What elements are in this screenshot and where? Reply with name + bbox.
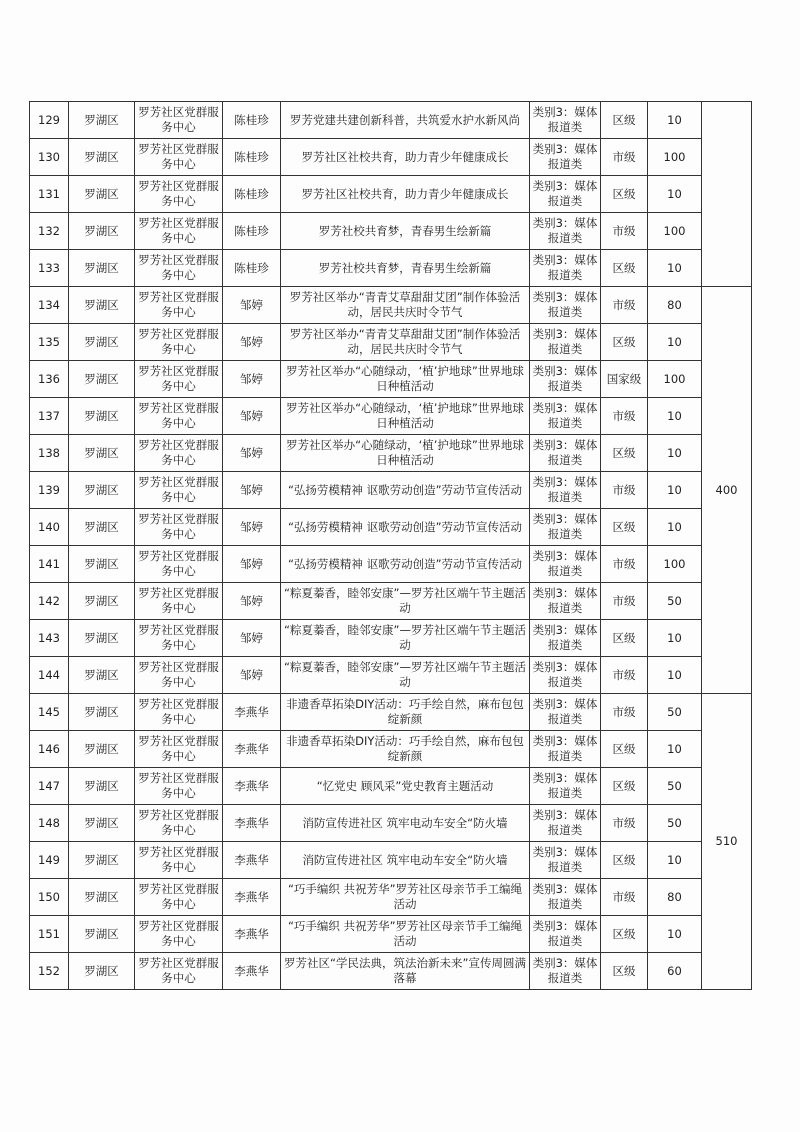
score-cell: 10 — [648, 842, 702, 879]
level-cell: 区级 — [601, 324, 648, 361]
person-cell: 陈桂珍 — [223, 176, 281, 213]
organization-cell: 罗芳社区党群服务中心 — [135, 250, 223, 287]
category-cell: 类别3：媒体报道类 — [530, 509, 601, 546]
district-cell: 罗湖区 — [69, 250, 135, 287]
score-cell: 80 — [648, 879, 702, 916]
table-row — [30, 583, 752, 620]
level-cell: 区级 — [601, 842, 648, 879]
organization-cell: 罗芳社区党群服务中心 — [135, 879, 223, 916]
category-cell: 类别3：媒体报道类 — [530, 139, 601, 176]
category-cell: 类别3：媒体报道类 — [530, 583, 601, 620]
activity-title-cell: 罗芳社区社校共育，助力青少年健康成长 — [281, 139, 530, 176]
person-cell: 邹婷 — [223, 435, 281, 472]
row-number: 136 — [30, 361, 69, 398]
category-cell: 类别3：媒体报道类 — [530, 805, 601, 842]
activity-title-cell: 罗芳社区“学民法典，筑法治新未来”宣传周圆满落幕 — [281, 953, 530, 990]
category-cell: 类别3：媒体报道类 — [530, 620, 601, 657]
activity-title-cell: “粽夏蓁香，睦邻安康”—罗芳社区端午节主题活动 — [281, 620, 530, 657]
score-cell: 50 — [648, 694, 702, 731]
row-number: 132 — [30, 213, 69, 250]
row-number: 146 — [30, 731, 69, 768]
category-cell: 类别3：媒体报道类 — [530, 176, 601, 213]
person-cell: 李燕华 — [223, 731, 281, 768]
person-cell: 邹婷 — [223, 583, 281, 620]
organization-cell: 罗芳社区党群服务中心 — [135, 472, 223, 509]
district-cell: 罗湖区 — [69, 805, 135, 842]
activity-title-cell: 罗芳党建共建创新科普，共筑爱水护水新风尚 — [281, 102, 530, 139]
person-cell: 邹婷 — [223, 361, 281, 398]
category-cell: 类别3：媒体报道类 — [530, 694, 601, 731]
table-row — [30, 657, 752, 694]
level-cell: 市级 — [601, 398, 648, 435]
score-cell: 10 — [648, 620, 702, 657]
score-cell: 10 — [648, 324, 702, 361]
activity-title-cell: “弘扬劳模精神 讴歌劳动创造”劳动节宣传活动 — [281, 509, 530, 546]
row-number: 137 — [30, 398, 69, 435]
row-number: 152 — [30, 953, 69, 990]
score-cell: 10 — [648, 472, 702, 509]
category-cell: 类别3：媒体报道类 — [530, 879, 601, 916]
table-row — [30, 250, 752, 287]
person-cell: 李燕华 — [223, 842, 281, 879]
person-cell: 陈桂珍 — [223, 102, 281, 139]
category-cell: 类别3：媒体报道类 — [530, 768, 601, 805]
level-cell: 市级 — [601, 583, 648, 620]
category-cell: 类别3：媒体报道类 — [530, 324, 601, 361]
level-cell: 市级 — [601, 546, 648, 583]
score-cell: 10 — [648, 398, 702, 435]
district-cell: 罗湖区 — [69, 176, 135, 213]
activity-title-cell: 罗芳社区举办“心随绿动，‘植’护地球”世界地球日种植活动 — [281, 398, 530, 435]
category-cell: 类别3：媒体报道类 — [530, 546, 601, 583]
district-cell: 罗湖区 — [69, 509, 135, 546]
score-cell: 50 — [648, 805, 702, 842]
level-cell: 国家级 — [601, 361, 648, 398]
row-number: 150 — [30, 879, 69, 916]
person-cell: 李燕华 — [223, 694, 281, 731]
district-cell: 罗湖区 — [69, 139, 135, 176]
table-row — [30, 472, 752, 509]
activity-title-cell: 罗芳社区举办“心随绿动，‘植’护地球”世界地球日种植活动 — [281, 435, 530, 472]
person-cell: 陈桂珍 — [223, 213, 281, 250]
district-cell: 罗湖区 — [69, 361, 135, 398]
row-number: 141 — [30, 546, 69, 583]
person-cell: 邹婷 — [223, 324, 281, 361]
activity-title-cell: 消防宣传进社区 筑牢电动车安全“防火墙 — [281, 805, 530, 842]
row-number: 129 — [30, 102, 69, 139]
score-cell: 50 — [648, 583, 702, 620]
activity-title-cell: 消防宣传进社区 筑牢电动车安全“防火墙 — [281, 842, 530, 879]
district-cell: 罗湖区 — [69, 435, 135, 472]
organization-cell: 罗芳社区党群服务中心 — [135, 176, 223, 213]
activity-title-cell: “巧手编织 共祝芳华”罗芳社区母亲节手工编绳活动 — [281, 916, 530, 953]
district-cell: 罗湖区 — [69, 694, 135, 731]
table-row — [30, 509, 752, 546]
row-number: 144 — [30, 657, 69, 694]
organization-cell: 罗芳社区党群服务中心 — [135, 953, 223, 990]
row-number: 145 — [30, 694, 69, 731]
organization-cell: 罗芳社区党群服务中心 — [135, 805, 223, 842]
score-cell: 100 — [648, 139, 702, 176]
activity-title-cell: 非遗香草拓染DIY活动：巧手绘自然，麻布包包绽新颜 — [281, 694, 530, 731]
table-row — [30, 694, 752, 731]
score-cell: 10 — [648, 435, 702, 472]
row-number: 134 — [30, 287, 69, 324]
table-row — [30, 953, 752, 990]
level-cell: 区级 — [601, 620, 648, 657]
row-number: 139 — [30, 472, 69, 509]
row-number: 151 — [30, 916, 69, 953]
score-cell: 50 — [648, 768, 702, 805]
organization-cell: 罗芳社区党群服务中心 — [135, 102, 223, 139]
table-row — [30, 398, 752, 435]
row-number: 133 — [30, 250, 69, 287]
table-row — [30, 879, 752, 916]
district-cell: 罗湖区 — [69, 879, 135, 916]
district-cell: 罗湖区 — [69, 768, 135, 805]
table-row — [30, 620, 752, 657]
table-row — [30, 546, 752, 583]
activity-title-cell: 罗芳社校共育梦，青春男生绘新篇 — [281, 213, 530, 250]
organization-cell: 罗芳社区党群服务中心 — [135, 620, 223, 657]
row-number: 131 — [30, 176, 69, 213]
table-row — [30, 176, 752, 213]
score-cell: 10 — [648, 102, 702, 139]
district-cell: 罗湖区 — [69, 657, 135, 694]
row-number: 147 — [30, 768, 69, 805]
person-cell: 陈桂珍 — [223, 250, 281, 287]
person-cell: 陈桂珍 — [223, 139, 281, 176]
district-cell: 罗湖区 — [69, 620, 135, 657]
activity-title-cell: “粽夏蓁香，睦邻安康”—罗芳社区端午节主题活动 — [281, 583, 530, 620]
activity-title-cell: “粽夏蓁香，睦邻安康”—罗芳社区端午节主题活动 — [281, 657, 530, 694]
organization-cell: 罗芳社区党群服务中心 — [135, 435, 223, 472]
table-row — [30, 213, 752, 250]
person-cell: 邹婷 — [223, 546, 281, 583]
score-cell: 10 — [648, 657, 702, 694]
category-cell: 类别3：媒体报道类 — [530, 916, 601, 953]
organization-cell: 罗芳社区党群服务中心 — [135, 546, 223, 583]
category-cell: 类别3：媒体报道类 — [530, 842, 601, 879]
level-cell: 区级 — [601, 953, 648, 990]
organization-cell: 罗芳社区党群服务中心 — [135, 657, 223, 694]
group-total-cell: 510 — [702, 694, 752, 990]
organization-cell: 罗芳社区党群服务中心 — [135, 324, 223, 361]
level-cell: 区级 — [601, 435, 648, 472]
person-cell: 邹婷 — [223, 620, 281, 657]
level-cell: 市级 — [601, 805, 648, 842]
district-cell: 罗湖区 — [69, 842, 135, 879]
person-cell: 邹婷 — [223, 472, 281, 509]
district-cell: 罗湖区 — [69, 287, 135, 324]
organization-cell: 罗芳社区党群服务中心 — [135, 213, 223, 250]
person-cell: 李燕华 — [223, 805, 281, 842]
category-cell: 类别3：媒体报道类 — [530, 953, 601, 990]
level-cell: 市级 — [601, 472, 648, 509]
district-cell: 罗湖区 — [69, 916, 135, 953]
activity-score-table — [29, 101, 752, 990]
score-cell: 80 — [648, 287, 702, 324]
activity-title-cell: “弘扬劳模精神 讴歌劳动创造”劳动节宣传活动 — [281, 546, 530, 583]
score-cell: 100 — [648, 361, 702, 398]
score-cell: 10 — [648, 250, 702, 287]
table-body — [30, 102, 752, 990]
table-row — [30, 916, 752, 953]
person-cell: 邹婷 — [223, 398, 281, 435]
person-cell: 李燕华 — [223, 879, 281, 916]
row-number: 149 — [30, 842, 69, 879]
organization-cell: 罗芳社区党群服务中心 — [135, 583, 223, 620]
row-number: 130 — [30, 139, 69, 176]
score-cell: 10 — [648, 176, 702, 213]
level-cell: 市级 — [601, 139, 648, 176]
table-row — [30, 842, 752, 879]
person-cell: 李燕华 — [223, 768, 281, 805]
organization-cell: 罗芳社区党群服务中心 — [135, 694, 223, 731]
organization-cell: 罗芳社区党群服务中心 — [135, 361, 223, 398]
organization-cell: 罗芳社区党群服务中心 — [135, 916, 223, 953]
person-cell: 李燕华 — [223, 916, 281, 953]
table-row — [30, 102, 752, 139]
table-row — [30, 805, 752, 842]
table-row — [30, 768, 752, 805]
score-cell: 10 — [648, 731, 702, 768]
row-number: 135 — [30, 324, 69, 361]
organization-cell: 罗芳社区党群服务中心 — [135, 731, 223, 768]
table-row — [30, 287, 752, 324]
category-cell: 类别3：媒体报道类 — [530, 287, 601, 324]
person-cell: 邹婷 — [223, 509, 281, 546]
district-cell: 罗湖区 — [69, 953, 135, 990]
activity-title-cell: 罗芳社区举办“青青艾草甜甜艾团”制作体验活动，居民共庆时令节气 — [281, 287, 530, 324]
district-cell: 罗湖区 — [69, 546, 135, 583]
level-cell: 区级 — [601, 509, 648, 546]
category-cell: 类别3：媒体报道类 — [530, 472, 601, 509]
category-cell: 类别3：媒体报道类 — [530, 731, 601, 768]
activity-title-cell: “巧手编织 共祝芳华”罗芳社区母亲节手工编绳活动 — [281, 879, 530, 916]
level-cell: 区级 — [601, 176, 648, 213]
level-cell: 区级 — [601, 250, 648, 287]
score-cell: 100 — [648, 213, 702, 250]
table-row — [30, 139, 752, 176]
district-cell: 罗湖区 — [69, 102, 135, 139]
score-cell: 10 — [648, 916, 702, 953]
organization-cell: 罗芳社区党群服务中心 — [135, 768, 223, 805]
district-cell: 罗湖区 — [69, 731, 135, 768]
table-row — [30, 324, 752, 361]
category-cell: 类别3：媒体报道类 — [530, 435, 601, 472]
category-cell: 类别3：媒体报道类 — [530, 213, 601, 250]
row-number: 140 — [30, 509, 69, 546]
category-cell: 类别3：媒体报道类 — [530, 398, 601, 435]
level-cell: 区级 — [601, 768, 648, 805]
score-cell: 100 — [648, 546, 702, 583]
district-cell: 罗湖区 — [69, 398, 135, 435]
category-cell: 类别3：媒体报道类 — [530, 361, 601, 398]
level-cell: 市级 — [601, 213, 648, 250]
row-number: 148 — [30, 805, 69, 842]
activity-title-cell: 非遗香草拓染DIY活动：巧手绘自然，麻布包包绽新颜 — [281, 731, 530, 768]
table-row — [30, 435, 752, 472]
group-total-cell — [702, 102, 752, 287]
score-cell: 10 — [648, 509, 702, 546]
person-cell: 邹婷 — [223, 657, 281, 694]
activity-title-cell: 罗芳社区举办“心随绿动，‘植’护地球”世界地球日种植活动 — [281, 361, 530, 398]
level-cell: 市级 — [601, 694, 648, 731]
level-cell: 市级 — [601, 657, 648, 694]
organization-cell: 罗芳社区党群服务中心 — [135, 287, 223, 324]
organization-cell: 罗芳社区党群服务中心 — [135, 509, 223, 546]
organization-cell: 罗芳社区党群服务中心 — [135, 842, 223, 879]
organization-cell: 罗芳社区党群服务中心 — [135, 398, 223, 435]
level-cell: 区级 — [601, 731, 648, 768]
district-cell: 罗湖区 — [69, 324, 135, 361]
organization-cell: 罗芳社区党群服务中心 — [135, 139, 223, 176]
activity-title-cell: 罗芳社区社校共育，助力青少年健康成长 — [281, 176, 530, 213]
level-cell: 市级 — [601, 287, 648, 324]
category-cell: 类别3：媒体报道类 — [530, 250, 601, 287]
activity-title-cell: 罗芳社校共育梦，青春男生绘新篇 — [281, 250, 530, 287]
table-row — [30, 361, 752, 398]
district-cell: 罗湖区 — [69, 472, 135, 509]
row-number: 142 — [30, 583, 69, 620]
district-cell: 罗湖区 — [69, 583, 135, 620]
level-cell: 市级 — [601, 879, 648, 916]
category-cell: 类别3：媒体报道类 — [530, 657, 601, 694]
activity-title-cell: 罗芳社区举办“青青艾草甜甜艾团”制作体验活动，居民共庆时令节气 — [281, 324, 530, 361]
score-cell: 60 — [648, 953, 702, 990]
row-number: 138 — [30, 435, 69, 472]
person-cell: 李燕华 — [223, 953, 281, 990]
person-cell: 邹婷 — [223, 287, 281, 324]
level-cell: 区级 — [601, 916, 648, 953]
row-number: 143 — [30, 620, 69, 657]
category-cell: 类别3：媒体报道类 — [530, 102, 601, 139]
activity-title-cell: “弘扬劳模精神 讴歌劳动创造”劳动节宣传活动 — [281, 472, 530, 509]
activity-title-cell: “忆党史 顾风采”党史教育主题活动 — [281, 768, 530, 805]
district-cell: 罗湖区 — [69, 213, 135, 250]
group-total-cell: 400 — [702, 287, 752, 694]
level-cell: 区级 — [601, 102, 648, 139]
table-row — [30, 731, 752, 768]
